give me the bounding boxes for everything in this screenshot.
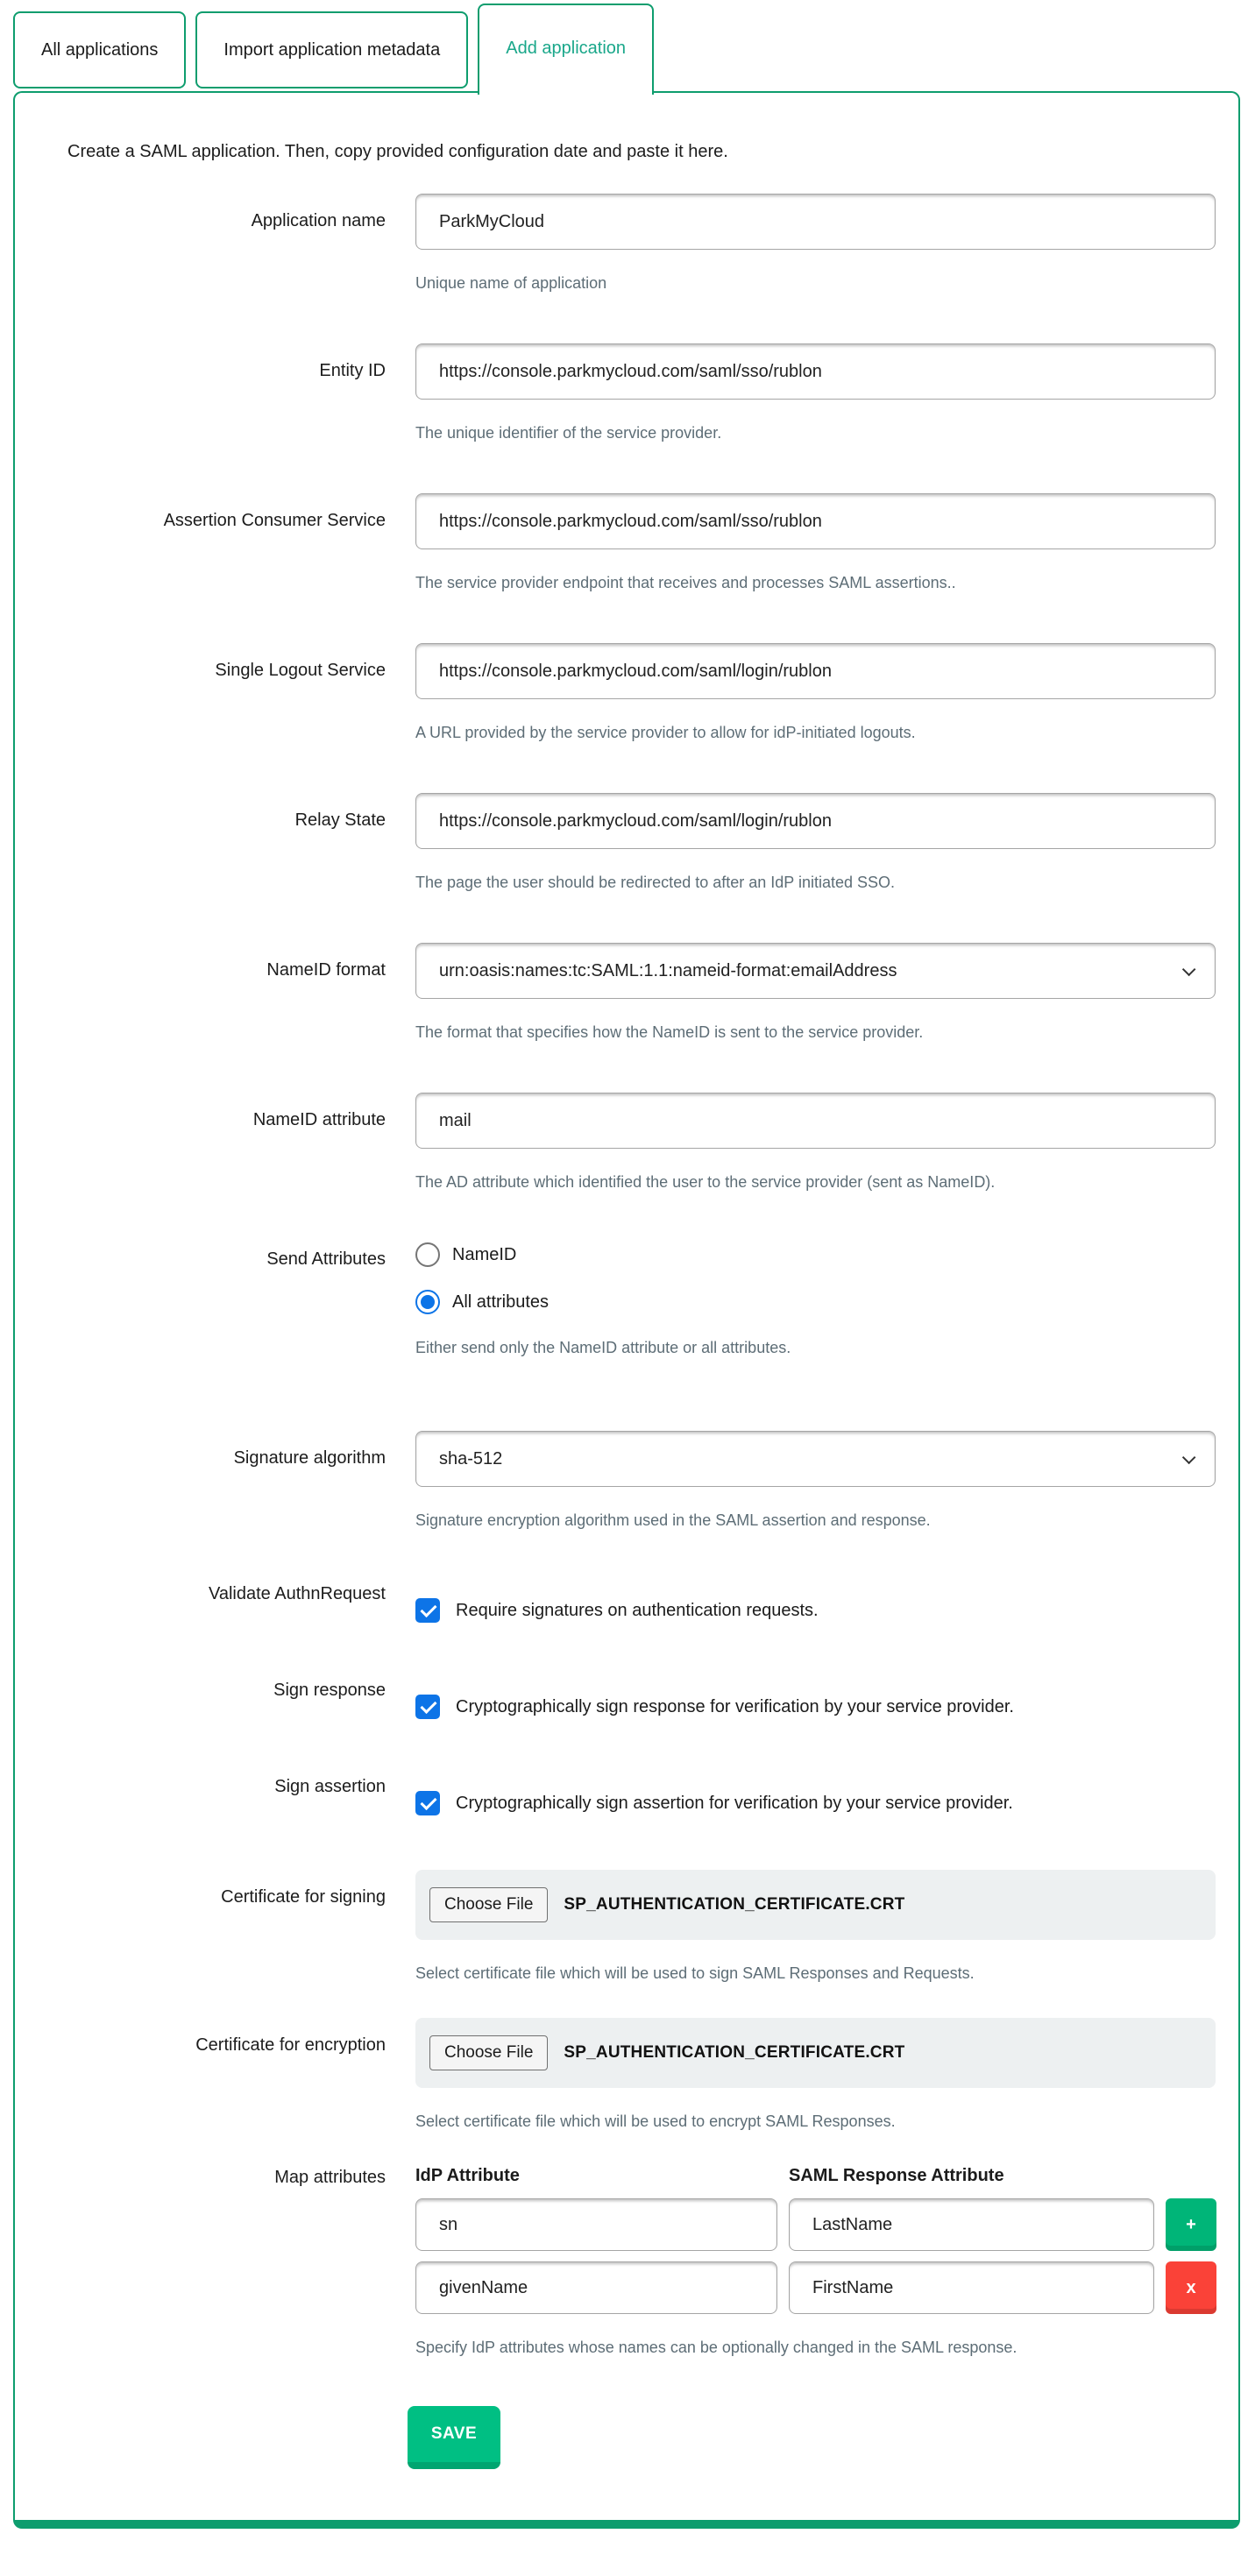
form-row-application-name [15, 194, 1216, 293]
sign-assertion-label: Sign assertion [274, 1777, 386, 1796]
idp-attribute-input-2[interactable] [415, 2261, 777, 2314]
intro-text: Create a SAML application. Then, copy provided configuration date and paste it here. [67, 142, 728, 161]
form-row-signature-algorithm [15, 1431, 1216, 1530]
form-row-single-logout-service [15, 643, 1216, 742]
tab-bar [0, 0, 1241, 91]
form-row-send-attributes [15, 1242, 1216, 1357]
signature-algorithm-selected-value: sha-512 [439, 1448, 503, 1468]
single-logout-service-input[interactable] [415, 643, 1216, 699]
relay-state-help: The page the user should be redirected to after an IdP initiated SSO. [415, 874, 896, 891]
form-row-validate-authnrequest [15, 1581, 1216, 1623]
validate-authnrequest-checkbox-label: Require signatures on authentication requests. [456, 1600, 819, 1620]
map-attributes-row-1 [415, 2198, 1216, 2251]
tab-add-application[interactable]: Add application [478, 4, 654, 95]
single-logout-service-label: Single Logout Service [215, 661, 386, 680]
certificate-signing-label: Certificate for signing [221, 1887, 386, 1907]
form-row-certificate-encryption [15, 2018, 1216, 2131]
assertion-consumer-service-input[interactable] [415, 493, 1216, 549]
certificate-encryption-help: Select certificate file which will be used to encrypt SAML Responses. [415, 2112, 896, 2130]
application-name-label: Application name [251, 211, 386, 230]
nameid-attribute-label: NameID attribute [252, 1110, 386, 1129]
chevron-down-icon [1182, 1450, 1196, 1464]
idp-attribute-column-header: IdP Attribute [415, 2166, 520, 2185]
entity-id-input[interactable] [415, 343, 1216, 400]
send-attributes-help: Either send only the NameID attribute or all attributes. [415, 1339, 791, 1356]
tab-all-applications[interactable]: All applications [13, 11, 186, 88]
nameid-format-selected-value: urn:oasis:names:tc:SAML:1.1:nameid-format:emailAddress [439, 960, 897, 980]
send-attributes-option-all-attributes [415, 1290, 1216, 1314]
sign-response-checkbox-label: Cryptographically sign response for verification by your service provider. [456, 1696, 1014, 1716]
form-row-entity-id [15, 343, 1216, 442]
validate-authnrequest-checkbox[interactable] [415, 1598, 440, 1623]
form-row-sign-assertion [15, 1773, 1216, 1815]
form-row-map-attributes [15, 2166, 1216, 2357]
validate-authnrequest-label: Validate AuthnRequest [208, 1584, 386, 1603]
map-attributes-help: Specify IdP attributes whose names can be optionally changed in the SAML response. [415, 2339, 1018, 2356]
add-attribute-row-button[interactable]: + [1166, 2198, 1216, 2251]
sign-assertion-checkbox[interactable] [415, 1791, 440, 1815]
application-name-input[interactable] [415, 194, 1216, 250]
remove-attribute-row-button[interactable]: x [1166, 2261, 1216, 2314]
all-attributes-radio-label: All attributes [452, 1292, 550, 1312]
assertion-consumer-service-help: The service provider endpoint that receives and processes SAML assertions.. [415, 574, 956, 591]
relay-state-label: Relay State [294, 810, 386, 830]
signature-algorithm-label: Signature algorithm [233, 1448, 386, 1468]
add-application-panel [13, 91, 1240, 2529]
form-row-nameid-attribute [15, 1093, 1216, 1192]
chevron-down-icon [1182, 962, 1196, 976]
nameid-attribute-input[interactable] [415, 1093, 1216, 1149]
all-attributes-radio[interactable] [415, 1290, 440, 1314]
nameid-format-select[interactable] [415, 943, 1216, 999]
nameid-radio[interactable] [415, 1242, 440, 1267]
tab-import-application-metadata[interactable]: Import application metadata [195, 11, 468, 88]
certificate-signing-filebox [415, 1870, 1216, 1940]
sign-response-label: Sign response [273, 1681, 386, 1700]
map-attributes-row-2 [415, 2261, 1216, 2314]
single-logout-service-help: A URL provided by the service provider to allow for idP-initiated logouts. [415, 724, 916, 741]
signature-algorithm-help: Signature encryption algorithm used in the SAML assertion and response. [415, 1511, 931, 1529]
form-row-sign-response [15, 1677, 1216, 1719]
relay-state-input[interactable] [415, 793, 1216, 849]
saml-response-attribute-column-header: SAML Response Attribute [789, 2166, 1004, 2185]
send-attributes-label: Send Attributes [266, 1249, 386, 1269]
assertion-consumer-service-label: Assertion Consumer Service [163, 511, 386, 530]
saml-response-attribute-input-1[interactable] [789, 2198, 1154, 2251]
send-attributes-option-nameid [415, 1242, 1216, 1267]
nameid-format-label: NameID format [266, 960, 386, 980]
certificate-signing-choose-file-button[interactable]: Choose File [429, 1887, 548, 1922]
form-row-assertion-consumer-service [15, 493, 1216, 592]
saml-response-attribute-input-2[interactable] [789, 2261, 1154, 2314]
save-button[interactable]: SAVE [408, 2406, 500, 2469]
map-attributes-label: Map attributes [274, 2168, 386, 2187]
nameid-attribute-help: The AD attribute which identified the user to the service provider (sent as NameID). [415, 1173, 996, 1191]
certificate-encryption-label: Certificate for encryption [195, 2035, 386, 2055]
form-row-relay-state [15, 793, 1216, 892]
form-row-certificate-signing [15, 1870, 1216, 1983]
certificate-signing-filename: SP_AUTHENTICATION_CERTIFICATE.CRT [564, 1895, 905, 1914]
certificate-encryption-filebox [415, 2018, 1216, 2088]
signature-algorithm-select[interactable] [415, 1431, 1216, 1487]
sign-assertion-checkbox-label: Cryptographically sign assertion for verification by your service provider. [456, 1793, 1013, 1813]
save-row [15, 2406, 1216, 2469]
application-name-help: Unique name of application [415, 274, 607, 292]
nameid-format-help: The format that specifies how the NameID is sent to the service provider. [415, 1023, 924, 1041]
certificate-signing-help: Select certificate file which will be used to sign SAML Responses and Requests. [415, 1964, 975, 1982]
entity-id-help: The unique identifier of the service provider. [415, 424, 722, 442]
entity-id-label: Entity ID [319, 361, 386, 380]
sign-response-checkbox[interactable] [415, 1695, 440, 1719]
nameid-radio-label: NameID [452, 1244, 517, 1264]
form-row-nameid-format [15, 943, 1216, 1042]
certificate-encryption-choose-file-button[interactable]: Choose File [429, 2035, 548, 2070]
idp-attribute-input-1[interactable] [415, 2198, 777, 2251]
certificate-encryption-filename: SP_AUTHENTICATION_CERTIFICATE.CRT [564, 2043, 905, 2062]
